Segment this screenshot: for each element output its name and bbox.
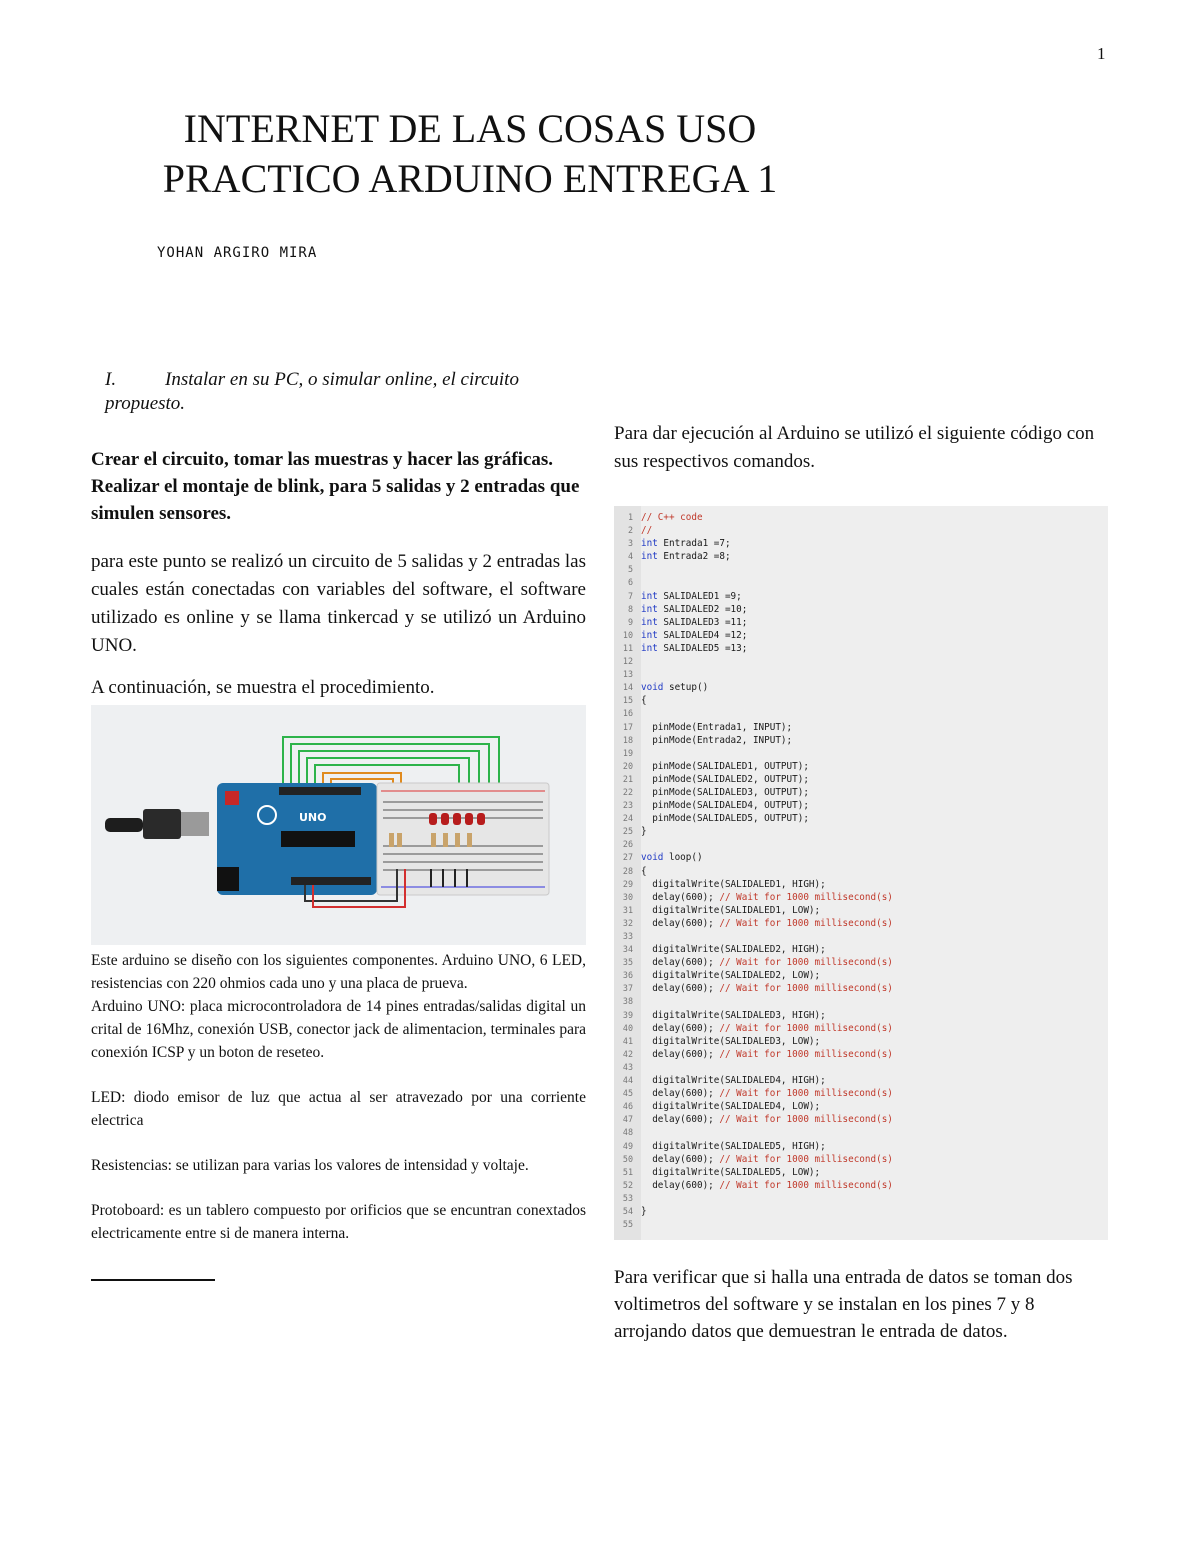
- line-number: 54: [622, 1205, 633, 1216]
- code-text: delay(600); // Wait for 1000 millisecond(s): [641, 1022, 893, 1034]
- code-text: digitalWrite(SALIDALED5, HIGH);: [641, 1140, 826, 1152]
- line-number: 52: [622, 1179, 633, 1190]
- line-number: 49: [622, 1140, 633, 1151]
- code-text: int SALIDALED4 =12;: [641, 629, 748, 641]
- code-line: [614, 721, 1108, 734]
- code-line: [614, 969, 1108, 982]
- code-text: digitalWrite(SALIDALED1, LOW);: [641, 904, 821, 916]
- line-number: 38: [622, 996, 633, 1007]
- code-line: [614, 1205, 1108, 1218]
- line-number: 51: [622, 1166, 633, 1177]
- code-line: [614, 943, 1108, 956]
- right-column: [614, 420, 1108, 1345]
- line-number: 2: [627, 525, 633, 536]
- code-line: [614, 550, 1108, 563]
- line-number: 33: [622, 931, 633, 941]
- code-text: digitalWrite(SALIDALED3, HIGH);: [641, 1009, 826, 1021]
- circuit-figure: [91, 705, 586, 945]
- digital-header: [279, 787, 361, 795]
- left-column: [91, 368, 586, 1281]
- code-text: pinMode(SALIDALED5, OUTPUT);: [641, 813, 809, 825]
- code-line: [614, 681, 1108, 694]
- line-number: 44: [622, 1075, 633, 1086]
- code-line: [614, 930, 1108, 943]
- code-text: delay(600); // Wait for 1000 millisecond(s): [641, 983, 893, 995]
- line-number: 8: [627, 603, 633, 614]
- author-name: YOHAN ARGIRO MIRA: [157, 245, 318, 261]
- code-text: delay(600); // Wait for 1000 millisecond(s): [641, 917, 893, 929]
- line-number: 16: [622, 708, 633, 719]
- line-number: 34: [622, 944, 633, 955]
- code-line: [614, 878, 1108, 891]
- code-text: digitalWrite(SALIDALED3, LOW);: [641, 1035, 821, 1047]
- code-line: [614, 1009, 1108, 1022]
- code-line: [614, 747, 1108, 760]
- code-line: [614, 1166, 1108, 1179]
- line-number: 43: [622, 1061, 633, 1072]
- code-line: [614, 1061, 1108, 1074]
- code-line: [614, 537, 1108, 550]
- code-text: int Entrada1 =7;: [641, 538, 731, 550]
- code-text: {: [641, 865, 647, 877]
- page-number: 1: [1097, 44, 1106, 63]
- code-text: digitalWrite(SALIDALED2, HIGH);: [641, 944, 826, 956]
- code-line: [614, 1153, 1108, 1166]
- code-intro: Para dar ejecución al Arduino se utilizó el siguiente código con sus respectivos comandos.: [614, 423, 1095, 472]
- code-line: [614, 760, 1108, 773]
- code-text: delay(600); // Wait for 1000 millisecond(s): [641, 1088, 893, 1100]
- code-line: [614, 655, 1108, 668]
- procedure-intro: A continuación, se muestra el procedimiento.: [91, 677, 435, 698]
- code-text: pinMode(SALIDALED1, OUTPUT);: [641, 760, 809, 772]
- section-heading-text: Instalar en su PC, o simular online, el circuito propuesto.: [105, 369, 519, 414]
- code-line: [614, 956, 1108, 969]
- code-line: [614, 851, 1108, 864]
- code-line: [614, 590, 1108, 603]
- line-number: 53: [622, 1192, 633, 1203]
- code-line: [614, 1048, 1108, 1061]
- line-number: 46: [622, 1101, 633, 1112]
- code-line: [614, 694, 1108, 707]
- line-number: 25: [622, 826, 633, 837]
- code-text: pinMode(SALIDALED3, OUTPUT);: [641, 786, 809, 798]
- code-text: pinMode(Entrada1, INPUT);: [641, 721, 793, 733]
- line-number: 32: [622, 917, 633, 928]
- line-number: 36: [622, 970, 633, 981]
- line-number: 50: [622, 1153, 633, 1164]
- circuit-illustration: [91, 705, 586, 945]
- code-line: [614, 786, 1108, 799]
- code-text: delay(600); // Wait for 1000 millisecond(s): [641, 1048, 893, 1060]
- code-line: [614, 812, 1108, 825]
- code-text: }: [641, 1205, 647, 1217]
- line-number: 19: [622, 747, 633, 758]
- line-number: 6: [627, 577, 633, 588]
- line-number: 3: [627, 538, 633, 549]
- code-text: // C++ code: [641, 512, 703, 523]
- code-text: void loop(): [641, 852, 703, 864]
- code-text: delay(600); // Wait for 1000 millisecond(s): [641, 1179, 893, 1191]
- reset-button: [225, 791, 239, 805]
- code-line: [614, 1100, 1108, 1113]
- code-line: [614, 1140, 1108, 1153]
- section-number: I.: [105, 369, 117, 390]
- code-line: [614, 1179, 1108, 1192]
- line-number: 28: [622, 865, 633, 876]
- line-number: 5: [627, 564, 633, 575]
- code-line: [614, 629, 1108, 642]
- code-line: [614, 982, 1108, 995]
- circuit-description: para este punto se realizó un circuito de 5 salidas y 2 entradas las cuales están conectadas con variables del software, el software utilizado es online y se llama tinkercad y se utilizó un Arduino UNO.: [91, 551, 586, 656]
- code-text: {: [641, 695, 647, 707]
- code-line: [614, 734, 1108, 747]
- line-number: 4: [627, 551, 633, 562]
- line-number: 24: [622, 813, 633, 824]
- line-number: 13: [622, 669, 633, 680]
- code-line: [614, 1022, 1108, 1035]
- code-line: [614, 524, 1108, 537]
- usb-plug: [143, 809, 181, 839]
- code-text: delay(600); // Wait for 1000 millisecond(s): [641, 1153, 893, 1165]
- line-number: 12: [622, 656, 633, 667]
- line-number: 23: [622, 800, 633, 811]
- line-number: 11: [622, 642, 633, 653]
- power-jack: [217, 867, 239, 891]
- verification-text: Para verificar que si halla una entrada de datos se toman dos voltimetros del software y se instalan en los pines 7 y 8 arrojando datos que demuestran le entrada de datos.: [614, 1267, 1073, 1342]
- code-text: int SALIDALED3 =11;: [641, 616, 748, 628]
- code-line: [614, 603, 1108, 616]
- code-line: [614, 1087, 1108, 1100]
- code-line: [614, 995, 1108, 1008]
- definition-led: LED: diodo emisor de luz que actua al ser atravezado por una corriente electrica: [91, 1089, 586, 1129]
- code-line: [614, 865, 1108, 878]
- usb-connector: [181, 812, 209, 836]
- definition-arduino: Arduino UNO: placa microcontroladora de 14 pines entradas/salidas digital un crital de 16Mhz, conexión USB, conector jack de alimentacion, terminales para conexión ICSP y un boton de reseteo.: [91, 998, 586, 1061]
- code-text: pinMode(SALIDALED2, OUTPUT);: [641, 773, 809, 785]
- line-number: 17: [622, 721, 633, 732]
- definition-protoboard: Protoboard: es un tablero compuesto por orificios que se encuntran conextados electricamente entre si de manera interna.: [91, 1202, 586, 1242]
- line-number: 29: [622, 878, 633, 889]
- breadboard: [377, 783, 549, 895]
- line-number: 27: [622, 852, 633, 863]
- code-text: delay(600); // Wait for 1000 millisecond(s): [641, 957, 893, 969]
- code-line: [614, 563, 1108, 576]
- code-line: [614, 616, 1108, 629]
- code-text: //: [641, 525, 653, 537]
- code-text: pinMode(Entrada2, INPUT);: [641, 734, 793, 746]
- line-number: 22: [622, 786, 633, 797]
- code-line: [614, 1218, 1108, 1231]
- code-line: [614, 1074, 1108, 1087]
- line-number: 55: [622, 1219, 633, 1230]
- code-line: [614, 642, 1108, 655]
- code-line: [614, 838, 1108, 851]
- code-lines: [614, 511, 1108, 1231]
- footnote-separator: [91, 1279, 215, 1281]
- code-text: }: [641, 826, 647, 838]
- line-number: 42: [622, 1048, 633, 1059]
- code-line: [614, 773, 1108, 786]
- line-number: 14: [622, 682, 633, 693]
- line-number: 15: [622, 695, 633, 706]
- section-heading: [105, 368, 545, 416]
- code-text: int SALIDALED1 =9;: [641, 590, 742, 602]
- code-line: [614, 576, 1108, 589]
- task-statement: Crear el circuito, tomar las muestras y hacer las gráficas. Realizar el montaje de blink, para 5 salidas y 2 entradas que simulen sensores.: [91, 449, 580, 524]
- line-number: 45: [622, 1088, 633, 1099]
- code-line: [614, 904, 1108, 917]
- microcontroller-chip: [281, 831, 355, 847]
- code-text: int SALIDALED5 =13;: [641, 642, 748, 654]
- line-number: 10: [622, 629, 633, 640]
- code-text: void setup(): [641, 682, 709, 694]
- line-number: 20: [622, 760, 633, 771]
- code-line: [614, 825, 1108, 838]
- board-label: UNO: [299, 811, 327, 824]
- line-number: 21: [622, 773, 633, 784]
- code-line: [614, 891, 1108, 904]
- code-line: [614, 1113, 1108, 1126]
- definition-resistors: Resistencias: se utilizan para varias los valores de intensidad y voltaje.: [91, 1157, 529, 1174]
- line-number: 1: [627, 512, 633, 522]
- line-number: 9: [627, 616, 633, 627]
- code-text: int SALIDALED2 =10;: [641, 603, 748, 615]
- code-text: delay(600); // Wait for 1000 millisecond(s): [641, 891, 893, 903]
- code-text: delay(600); // Wait for 1000 millisecond(s): [641, 1114, 893, 1126]
- code-line: [614, 668, 1108, 681]
- line-number: 41: [622, 1035, 633, 1046]
- code-text: digitalWrite(SALIDALED2, LOW);: [641, 970, 821, 982]
- line-number: 35: [622, 957, 633, 968]
- code-text: digitalWrite(SALIDALED4, LOW);: [641, 1101, 821, 1113]
- code-line: [614, 707, 1108, 720]
- usb-cable: [105, 818, 143, 832]
- code-line: [614, 1192, 1108, 1205]
- code-line: [614, 917, 1108, 930]
- line-number: 7: [627, 590, 633, 601]
- code-text: int Entrada2 =8;: [641, 551, 731, 563]
- code-line: [614, 511, 1108, 524]
- code-listing: [614, 506, 1108, 1240]
- line-number: 39: [622, 1009, 633, 1020]
- code-line: [614, 1126, 1108, 1139]
- line-number: 47: [622, 1114, 633, 1125]
- line-number: 26: [622, 839, 633, 850]
- line-number: 37: [622, 983, 633, 994]
- analog-header: [291, 877, 371, 885]
- code-text: digitalWrite(SALIDALED1, HIGH);: [641, 878, 826, 890]
- line-number: 30: [622, 891, 633, 902]
- line-number: 31: [622, 904, 633, 915]
- figure-caption: Este arduino se diseño con los siguientes componentes. Arduino UNO, 6 LED, resistencias con 220 ohmios cada uno y una placa de prueva.: [91, 952, 586, 992]
- code-text: pinMode(SALIDALED4, OUTPUT);: [641, 800, 809, 812]
- code-line: [614, 1035, 1108, 1048]
- code-line: [614, 799, 1108, 812]
- code-text: digitalWrite(SALIDALED5, LOW);: [641, 1166, 821, 1178]
- line-number: 18: [622, 734, 633, 745]
- line-number: 40: [622, 1022, 633, 1033]
- line-number: 48: [622, 1127, 633, 1138]
- code-text: digitalWrite(SALIDALED4, HIGH);: [641, 1075, 826, 1087]
- page-title: INTERNET DE LAS COSAS USO PRACTICO ARDUINO ENTREGA 1: [162, 106, 778, 201]
